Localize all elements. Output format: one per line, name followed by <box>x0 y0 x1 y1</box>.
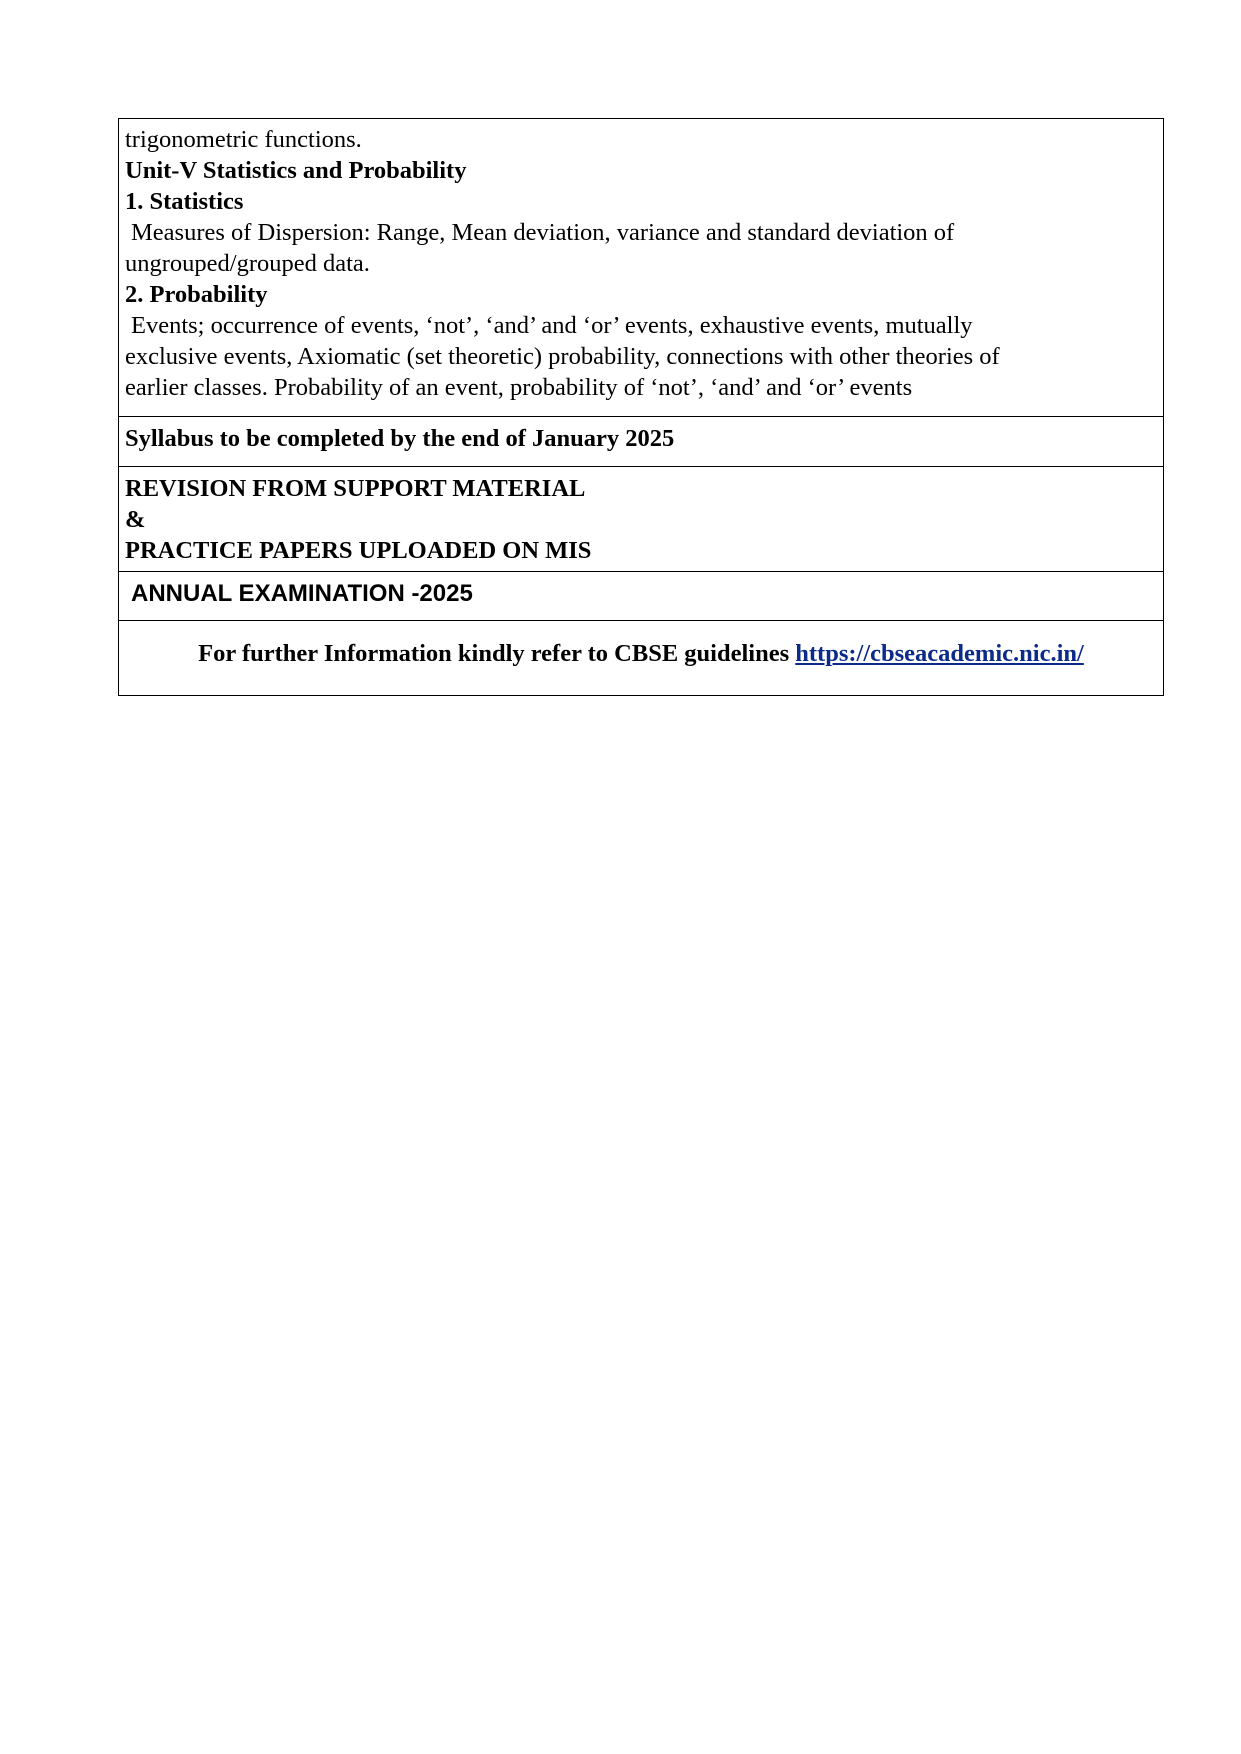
unit-heading: Unit-V Statistics and Probability <box>125 157 467 184</box>
revision-line-1: REVISION FROM SUPPORT MATERIAL <box>125 475 586 502</box>
info-row <box>119 621 1164 696</box>
syllabus-table <box>118 118 1164 696</box>
cbse-academic-link[interactable]: https://cbseacademic.nic.in/ <box>795 640 1084 667</box>
info-cell <box>119 621 1164 696</box>
exam-title: ANNUAL EXAMINATION -2025 <box>119 572 1164 621</box>
exam-row <box>119 572 1164 621</box>
content-line: ungrouped/grouped data. <box>125 250 370 277</box>
content-line: trigonometric functions. <box>125 126 362 153</box>
content-line: exclusive events, Axiomatic (set theoretic) probability, connections with other theories of <box>125 343 1000 370</box>
revision-cell <box>119 467 1164 572</box>
topic-heading-statistics: 1. Statistics <box>125 188 244 215</box>
syllabus-content-row <box>119 119 1164 417</box>
completion-text: Syllabus to be completed by the end of January 2025 <box>119 417 1164 467</box>
content-line: Measures of Dispersion: Range, Mean deviation, variance and standard deviation of <box>131 219 955 246</box>
info-text: For further Information kindly refer to CBSE guidelines <box>198 640 796 667</box>
revision-row <box>119 467 1164 572</box>
syllabus-content-cell <box>119 119 1164 417</box>
revision-line-2: & <box>125 506 146 533</box>
revision-line-3: PRACTICE PAPERS UPLOADED ON MIS <box>125 537 592 564</box>
topic-heading-probability: 2. Probability <box>125 281 268 308</box>
content-line: earlier classes. Probability of an event, probability of ‘not’, ‘and’ and ‘or’ events <box>125 374 913 401</box>
content-line: Events; occurrence of events, ‘not’, ‘and’ and ‘or’ events, exhaustive events, mutually <box>131 312 973 339</box>
completion-row <box>119 417 1164 467</box>
